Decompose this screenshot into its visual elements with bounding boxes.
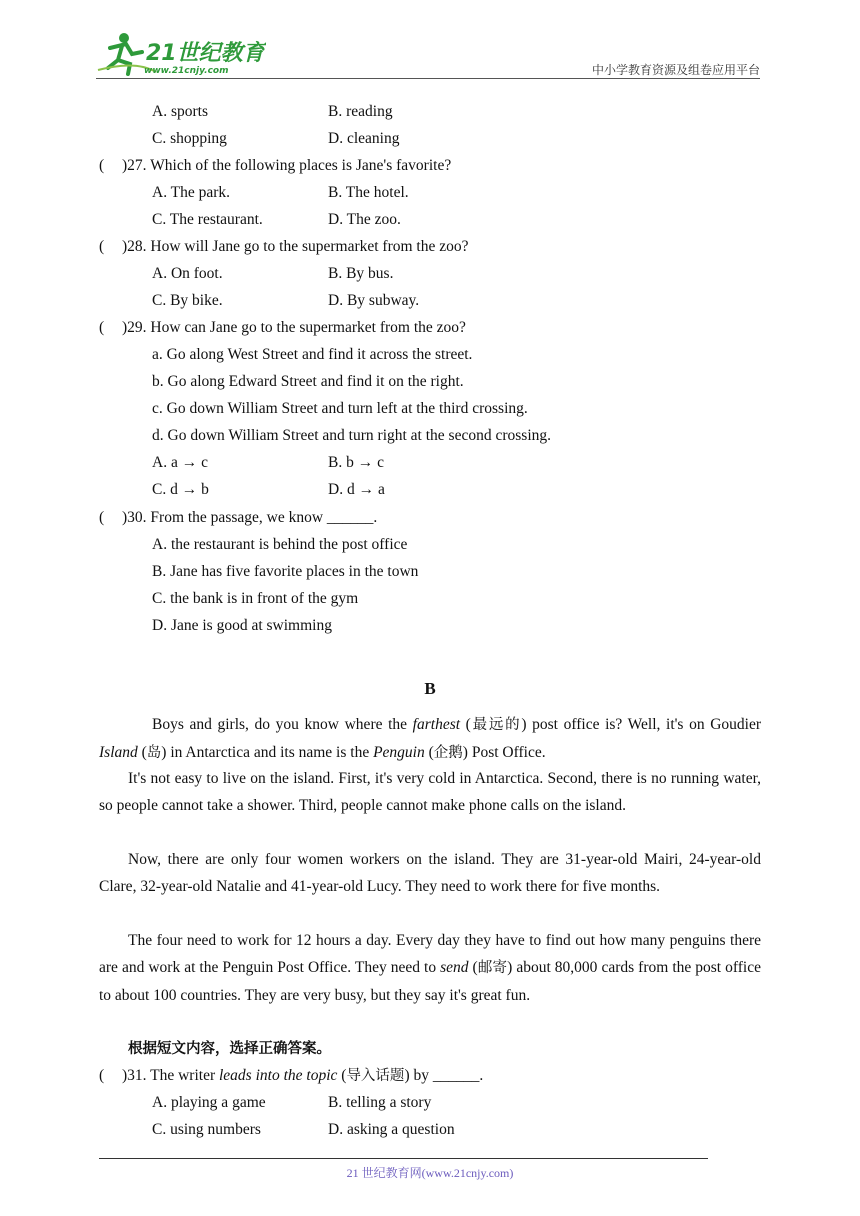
passage-paragraph-4: The four need to work for 12 hours a day. Every day they have to find out how many penguins there are and work at the Penguin Post Office. They need to send (邮寄) about 80,000 cards from the post office to about 100 countries. They are very busy, but they say it's great fun. (99, 932, 761, 1004)
q26-option-c: C. shopping (152, 130, 227, 147)
question-31: )31. The writer leads into the topic (导入话题) by ______. (122, 1067, 484, 1084)
q31-option-c: C. using numbers (152, 1121, 261, 1138)
answer-blank-28[interactable]: ( (99, 238, 105, 255)
header-divider (96, 78, 760, 79)
logo-url: www.21cnjy.com (144, 66, 229, 76)
answer-blank-30[interactable]: ( (99, 509, 105, 526)
question-27: )27. Which of the following places is Jane's favorite? (122, 157, 452, 174)
section-title: B (424, 679, 436, 698)
q28-option-a: A. On foot. (152, 265, 223, 282)
passage-paragraph-2: It's not easy to live on the island. First, it's very cold in Antarctica. Second, there is no running water, so people cannot take a shower. Third, people cannot make phone calls on the island. (99, 770, 761, 814)
task-instruction: 根据短文内容，选择正确答案。 (128, 1041, 331, 1057)
q26-option-a: A. sports (152, 103, 208, 120)
page-footer[interactable]: 21 世纪教育网(www.21cnjy.com) (346, 1166, 514, 1180)
answer-blank-29[interactable]: ( (99, 319, 105, 336)
q30-option-c: C. the bank is in front of the gym (152, 590, 359, 607)
page-header (96, 30, 760, 78)
passage-paragraph-1: Boys and girls, do you know where the farthest (最远的) post office is? Well, it's on Goudier Island (岛) in Antarctica and its name is the Penguin (企鹅) Post Office. (99, 716, 761, 761)
q29-route-a: a. Go along West Street and find it across the street. (152, 346, 473, 363)
site-logo (96, 30, 266, 76)
q30-option-d: D. Jane is good at swimming (152, 617, 332, 634)
q29-option-c: C. d → b (152, 481, 209, 498)
q29-option-d: D. d → a (328, 481, 385, 498)
q28-option-b: B. By bus. (328, 265, 394, 282)
q26-option-b: B. reading (328, 103, 393, 120)
q28-option-c: C. By bike. (152, 292, 223, 309)
q29-route-b: b. Go along Edward Street and find it on the right. (152, 373, 464, 390)
q30-option-b: B. Jane has five favorite places in the town (152, 563, 419, 580)
question-29: )29. How can Jane go to the supermarket from the zoo? (122, 319, 466, 336)
question-28: )28. How will Jane go to the supermarket from the zoo? (122, 238, 469, 255)
passage-paragraph-3: Now, there are only four women workers on the island. They are 31-year-old Mairi, 24-year-old Clare, 32-year-old Natalie and 41-year-old Lucy. They need to work there for five months. (99, 851, 761, 895)
q31-option-b: B. telling a story (328, 1094, 432, 1111)
q31-option-d: D. asking a question (328, 1121, 455, 1138)
q27-option-d: D. The zoo. (328, 211, 401, 228)
q29-option-a: A. a → c (152, 454, 208, 471)
q27-option-a: A. The park. (152, 184, 231, 201)
platform-name: 中小学教育资源及组卷应用平台 (591, 63, 760, 77)
answer-blank-31[interactable]: ( (99, 1067, 105, 1084)
answer-blank-27[interactable]: ( (99, 157, 105, 174)
q30-option-a: A. the restaurant is behind the post office (152, 536, 408, 553)
q31-option-a: A. playing a game (152, 1094, 266, 1111)
q27-option-c: C. The restaurant. (152, 211, 263, 228)
q27-option-b: B. The hotel. (328, 184, 409, 201)
q29-route-d: d. Go down William Street and turn right at the second crossing. (152, 427, 552, 444)
q29-option-b: B. b → c (328, 454, 384, 471)
q26-option-d: D. cleaning (328, 130, 400, 147)
q29-route-c: c. Go down William Street and turn left at the third crossing. (152, 400, 528, 417)
runner-logo-icon (96, 30, 266, 76)
footer-divider (99, 1158, 708, 1159)
question-30: )30. From the passage, we know ______. (122, 509, 378, 526)
q28-option-d: D. By subway. (328, 292, 420, 309)
logo-text: 21世纪教育 (146, 41, 265, 66)
